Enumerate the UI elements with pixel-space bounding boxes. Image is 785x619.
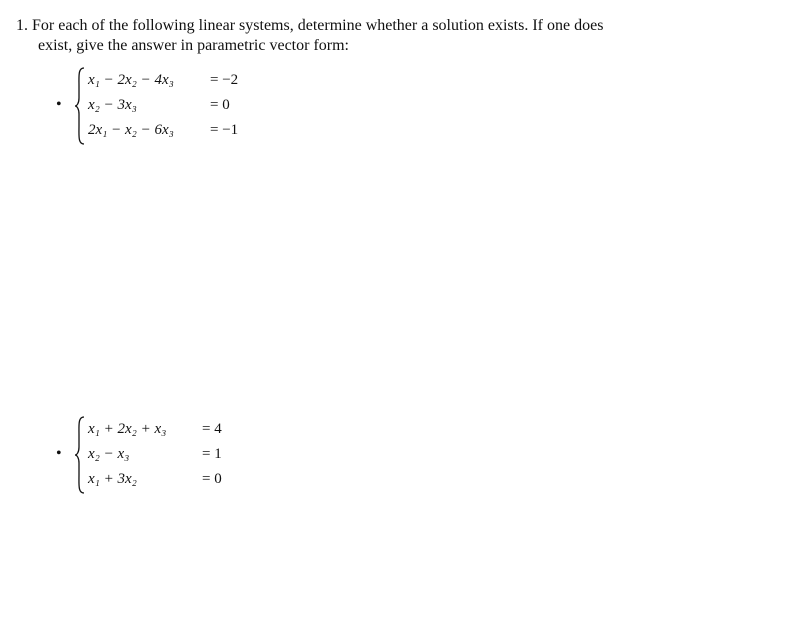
- bullet-point: •: [56, 445, 62, 462]
- left-brace-icon: [74, 66, 86, 146]
- problem-statement-line-2: exist, give the answer in parametric vector form:: [38, 37, 349, 54]
- equation-rhs: = 0: [202, 471, 222, 487]
- equation-lhs: x₁ + 2x₂ + x₃: [88, 421, 167, 437]
- linear-system-2: [56, 415, 316, 495]
- equation-lhs: x₁ − 2x₂ − 4x₃: [88, 72, 174, 88]
- problem-statement-line-1: 1. For each of the following linear systems, determine whether a solution exists. If one does: [16, 17, 604, 34]
- equation-lhs: x₂ − x₃: [88, 446, 130, 462]
- equation-rhs: = −2: [210, 72, 239, 88]
- linear-system-1: [56, 66, 316, 146]
- left-brace-icon: [74, 415, 86, 495]
- equation-lhs: 2x₁ − x₂ − 6x₃: [88, 122, 174, 138]
- equation-rhs: = 1: [202, 446, 222, 462]
- equation-lhs: x₂ − 3x₃: [88, 97, 137, 113]
- equation-lhs: x₁ + 3x₂: [88, 471, 137, 487]
- equation-rhs: = 0: [210, 97, 230, 113]
- bullet-point: •: [56, 96, 62, 113]
- equation-rhs: = −1: [210, 122, 239, 138]
- equation-rhs: = 4: [202, 421, 222, 437]
